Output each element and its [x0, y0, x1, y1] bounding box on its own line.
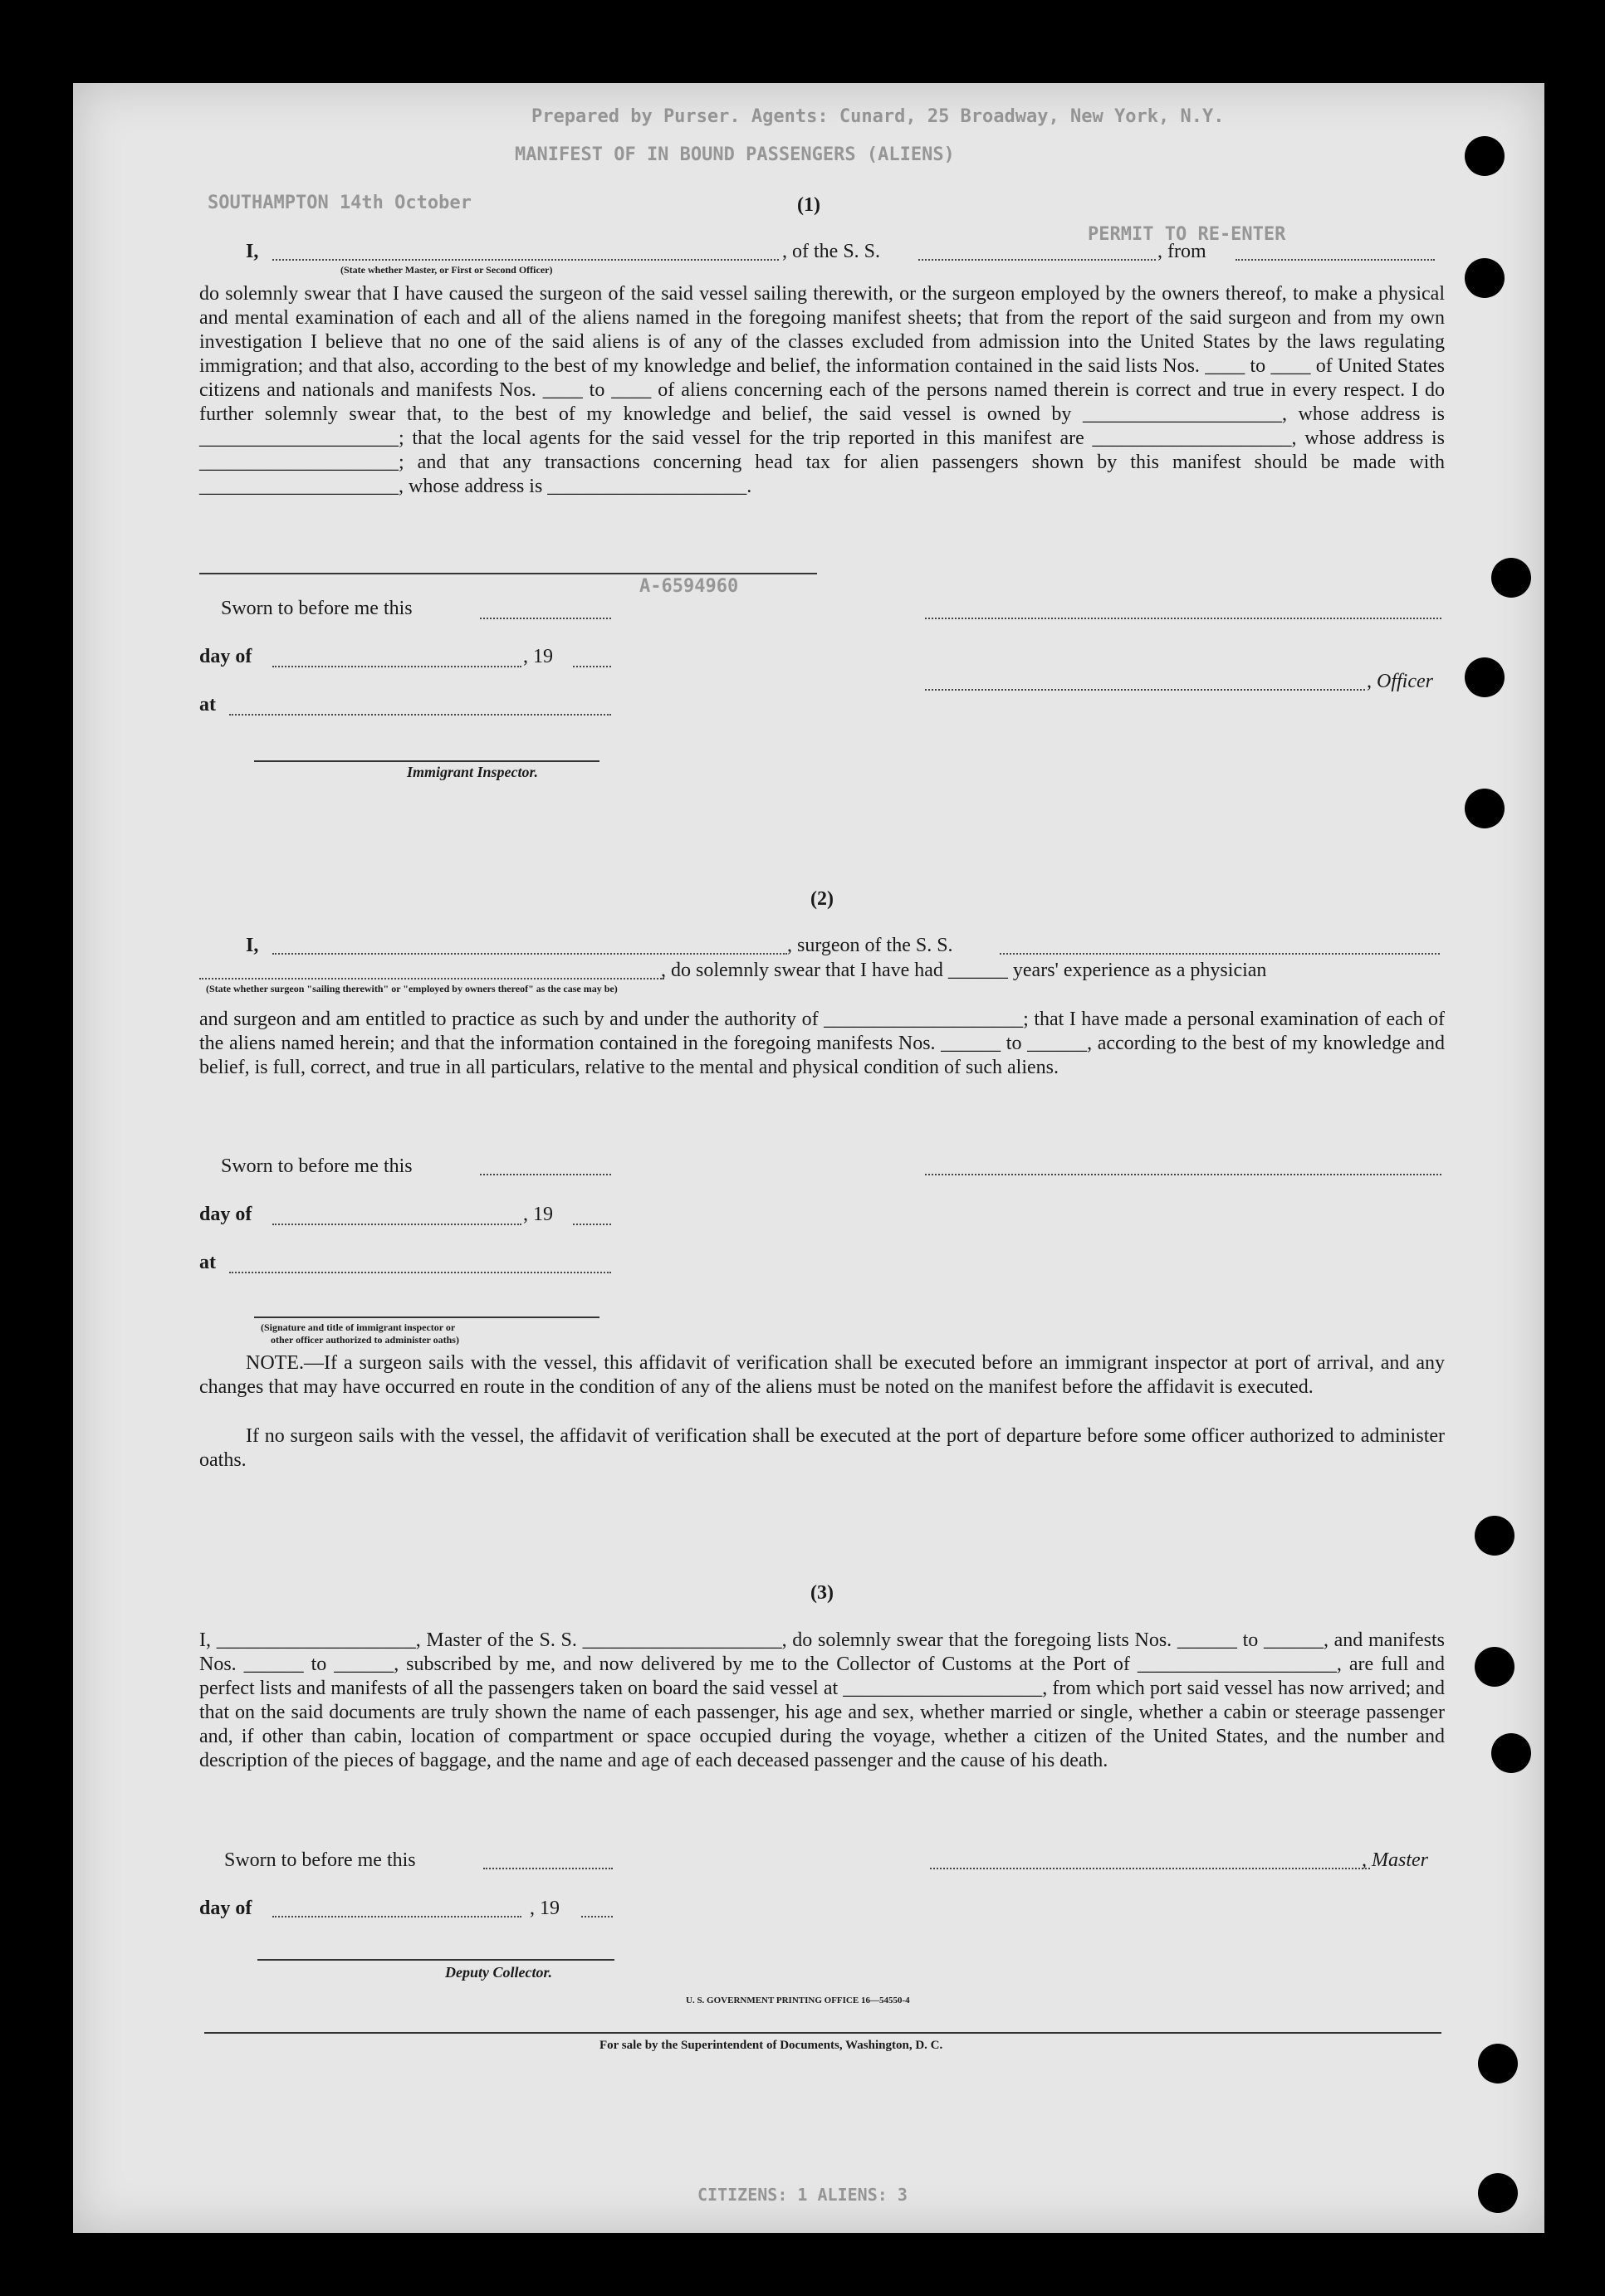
intro-I: I, [246, 241, 259, 262]
sworn-date-field[interactable] [483, 1868, 613, 1869]
sworn-date-field[interactable] [480, 618, 611, 619]
from-port-field[interactable] [1236, 259, 1435, 261]
faded-stamp-line: SOUTHAMPTON 14th October [208, 193, 472, 213]
faded-stamp-line: PERMIT TO RE-ENTER [1088, 224, 1286, 245]
surgeon-caption: (State whether surgeon "sailing therewith" or "employed by owners thereof" as the case may be) [206, 983, 618, 994]
section-number: (1) [797, 194, 820, 216]
surgeon-oath-line: , do solemnly swear that I have had ______ years' experience as a physician [661, 960, 1267, 981]
note-paragraph: NOTE.—If a surgeon sails with the vessel, this affidavit of verification shall be executed before an immigrant inspector at port of arrival, and any changes that may have occurred en route in the condition of any of the aliens must be noted on the manifest before the affidavit is executed. [199, 1352, 1445, 1398]
punch-hole [1478, 2044, 1518, 2083]
signature-line [254, 1317, 599, 1318]
punch-hole [1465, 789, 1505, 828]
faded-stamp-line: A-6594960 [639, 576, 739, 597]
sworn-label: Sworn to before me this [221, 598, 413, 619]
at-label: at [199, 1252, 216, 1273]
signature-caption: other officer authorized to administer oaths) [271, 1334, 459, 1346]
note-paragraph: If no surgeon sails with the vessel, the affidavit of verification shall be executed at the port of departure before some officer authorized to administer oaths. [199, 1425, 1445, 1471]
punch-hole [1491, 558, 1531, 598]
officer-name-field[interactable] [272, 259, 779, 261]
year-label: , 19 [523, 646, 553, 667]
at-label: at [199, 694, 216, 716]
section-number: (2) [810, 888, 834, 910]
master-title: , Master [1362, 1849, 1428, 1871]
signature-line [254, 760, 599, 762]
at-field[interactable] [229, 1272, 611, 1273]
day-of-label: day of [199, 1898, 252, 1919]
surgeon-name-field[interactable] [272, 953, 787, 955]
sworn-label: Sworn to before me this [221, 1155, 413, 1177]
year-label: , 19 [530, 1898, 560, 1919]
year-field[interactable] [573, 666, 611, 667]
at-field[interactable] [229, 714, 611, 716]
signature-line [257, 1959, 614, 1961]
faded-stamp-line: Prepared by Purser. Agents: Cunard, 25 Broadway, New York, N.Y. [531, 106, 1225, 127]
day-of-label: day of [199, 1204, 252, 1225]
day-field[interactable] [272, 1224, 521, 1225]
punch-hole [1478, 2173, 1518, 2213]
sworn-label: Sworn to before me this [224, 1849, 416, 1871]
day-field[interactable] [272, 1916, 521, 1917]
rule [199, 573, 817, 574]
punch-hole [1475, 1516, 1514, 1556]
officer-title: , Officer [1367, 671, 1433, 692]
punch-hole [1491, 1733, 1531, 1773]
year-field[interactable] [581, 1916, 613, 1917]
faded-stamp-line: MANIFEST OF IN BOUND PASSENGERS (ALIENS) [515, 144, 955, 165]
sale-note: For sale by the Superintendent of Documents, Washington, D. C. [599, 2039, 943, 2052]
surgeon-type-field[interactable] [199, 978, 664, 979]
bottom-stamp: CITIZENS: 1 ALIENS: 3 [697, 2185, 908, 2205]
surgeon-of-label: , surgeon of the S. S. [787, 935, 953, 956]
master-sign-field[interactable] [930, 1868, 1370, 1869]
officer-caption: (State whether Master, or First or Second Officer) [340, 264, 553, 276]
of-ss-label: , of the S. S. [782, 241, 881, 262]
day-of-label: day of [199, 646, 252, 667]
surgeon-paragraph: and surgeon and am entitled to practice as such by and under the authority of ____________________; that I have made a personal examination of each of the aliens named herein; and that the information contained in the foregoing manifests Nos. ______ to ______, according to the best of my knowledge and belief, is full, correct, and true in all particulars, relative to the mental and physical condition of such aliens. [199, 1009, 1445, 1078]
punch-hole [1465, 258, 1505, 298]
intro-I: I, [246, 935, 259, 956]
master-paragraph: I, ____________________, Master of the S. S. ____________________, do solemnly swear that the foregoing lists Nos. ______ to ______, and manifests Nos. ______ to ______, subscribed by me, and now delivered by me to the Collector of Customs at the Port of ____________________, are full and perfect lists and manifests of all the passengers taken on board the said vessel at ____________________, from which port said vessel has now arrived; and that on the said documents are truly shown the name of each passenger, his age and sex, whether married or single, whether a cabin or steerage passenger and, if other than cabin, location of compartment or space occupied during the voyage, whether a citizen of the United States, and the number and description of the pieces of baggage, and the name and age of each deceased passenger and the cause of his death. [199, 1629, 1445, 1771]
day-field[interactable] [272, 666, 521, 667]
vessel-name-field[interactable] [918, 259, 1156, 261]
deputy-title: Deputy Collector. [445, 1964, 552, 1981]
punch-hole [1465, 657, 1505, 697]
section-number: (3) [810, 1582, 834, 1604]
punch-hole [1465, 136, 1505, 176]
printing-office: U. S. GOVERNMENT PRINTING OFFICE 16—54550-4 [686, 1996, 910, 2005]
sworn-date-field[interactable] [480, 1174, 611, 1175]
year-field[interactable] [573, 1224, 611, 1225]
vessel-name-field[interactable] [1000, 953, 1440, 955]
inspector-title: Immigrant Inspector. [407, 764, 539, 780]
oath-paragraph: do solemnly swear that I have caused the surgeon of the said vessel sailing therewith, or the surgeon employed by the owners thereof, to make a physical and mental examination of each and all of the aliens named in the foregoing manifest sheets; that from the report of the said surgeon and from my own investigation I believe that no one of the said aliens is of any of the classes excluded from admission into the United States by the laws regulating immigration; and that also, according to the best of my knowledge and belief, the information contained in the said lists Nos. ____ to ____ of United States citizens and nationals and manifests Nos. ____ to ____ of aliens concerning each of the persons named therein is correct and true in every respect. I do further solemnly swear that, to the best of my knowledge and belief, the said vessel is owned by ____________________, whose address is ____________________; that the local agents for the said vessel for the trip reported in this manifest are ____________________, whose address is ____________________; and that any transactions concerning head tax for alien passengers shown by this manifest should be made with ____________________, whose address is ____________________. [199, 283, 1445, 497]
year-label: , 19 [523, 1204, 553, 1225]
from-label: , from [1157, 241, 1206, 262]
surgeon-sign-field[interactable] [925, 1174, 1441, 1175]
signature-caption: (Signature and title of immigrant inspector or [261, 1321, 456, 1333]
officer-field[interactable] [925, 689, 1365, 691]
officer-sign-field[interactable] [925, 618, 1441, 619]
punch-hole [1475, 1647, 1514, 1687]
footer-rule [204, 2032, 1441, 2034]
